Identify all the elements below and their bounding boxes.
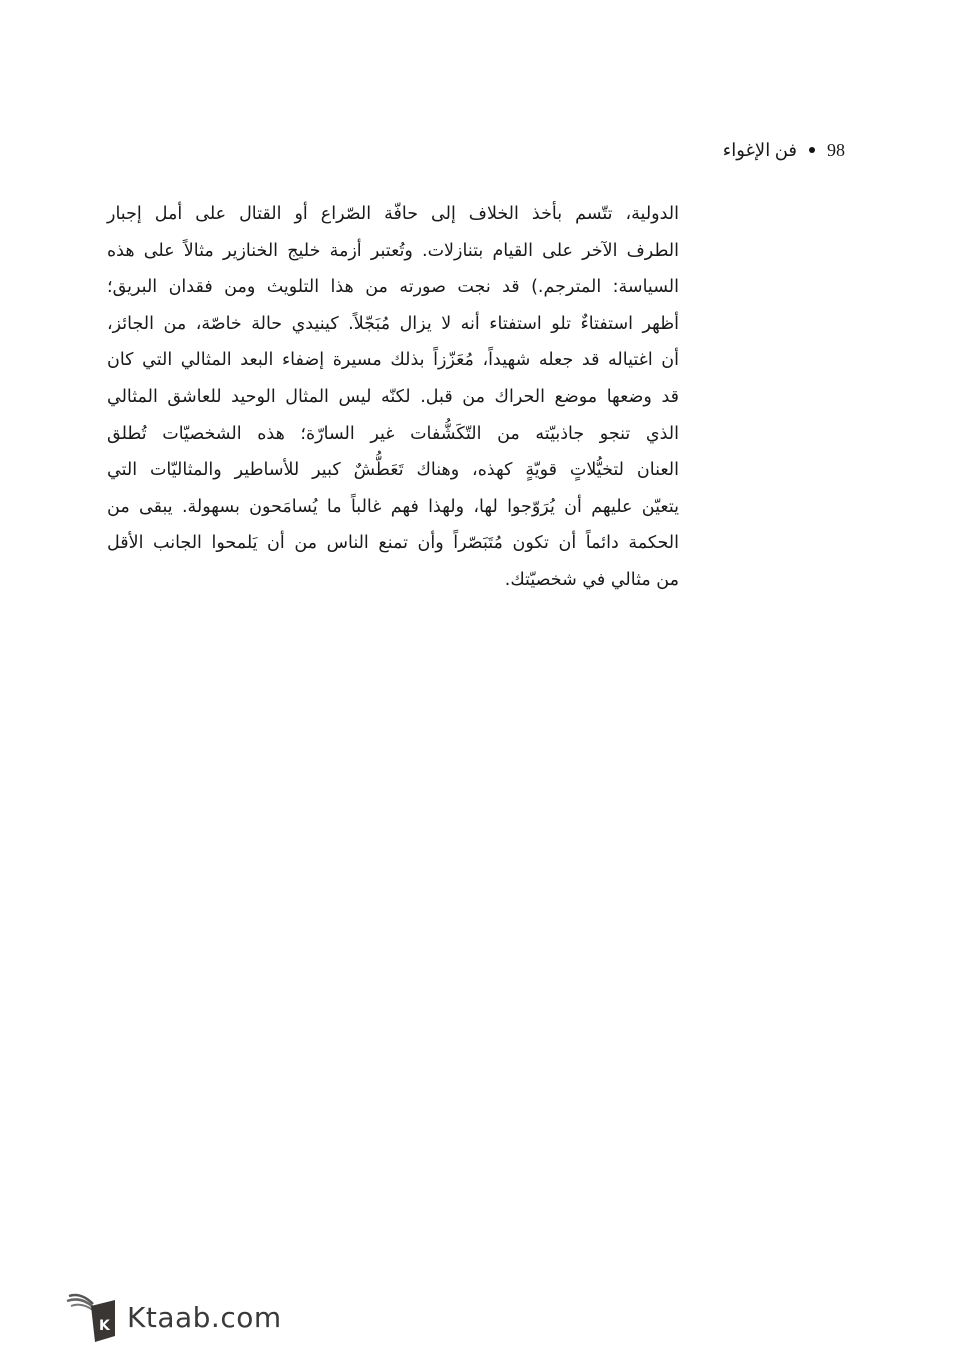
text-line: الطرف الآخر على القيام بتنازلات. وتُعتبر أزمة خليج الخنازير مثالاً على هذه (107, 240, 679, 261)
text-line: العنان لتخيُّلاتٍ قويّةٍ كهذه، وهناك تَعَطُّشٌ كبير للأساطير والمثاليّات التي (107, 460, 679, 481)
page-number: 98 (827, 139, 845, 160)
text-line: قد وضعها موضع الحراك من قبل. لكنّه ليس المثال الوحيد للعاشق المثالي (107, 386, 679, 407)
book-icon (65, 1290, 117, 1344)
bullet-separator (809, 147, 815, 153)
logo-text: Ktaab.com (127, 1300, 282, 1334)
text-line: السياسة: المترجم.) قد نجت صورته من هذا التلويث ومن فقدان البريق؛ (107, 277, 679, 298)
chapter-title: فن الإغواء (722, 139, 797, 160)
logo-letter: K (99, 1318, 110, 1334)
text-line: أن اغتياله قد جعله شهيداً، مُعَزّزاً بذلك مسيرة إضفاء البعد المثالي التي كان (107, 350, 679, 371)
text-line: الدولية، تتّسم بأخذ الخلاف إلى حافّة الصّراع أو القتال على أمل إجبار (107, 204, 679, 224)
ktaab-logo (65, 1290, 282, 1344)
text-line: الحكمة دائماً أن تكون مُتَبَصّراً وأن تمنع الناس من أن يَلمحوا الجانب الأقل (107, 533, 679, 554)
text-line: من مثالي في شخصيّتك. (504, 569, 679, 590)
running-header (680, 136, 845, 164)
text-line: يتعيّن عليهم أن يُرَوّجوا لها، ولهذا فهم غالباً ما يُسامَحون بسهولة. يبقى من (107, 496, 679, 517)
text-line: أظهر استفتاءٌ تلو استفتاء أنه لا يزال مُبَجّلاً. كينيدي حالة خاصّة، من الجائز، (107, 313, 679, 334)
body-paragraph (107, 196, 679, 599)
text-line: الذي تنجو جاذبيّته من التّكَشُّفات غير السارّة؛ هذه الشخصيّات تُطلق (107, 423, 679, 444)
